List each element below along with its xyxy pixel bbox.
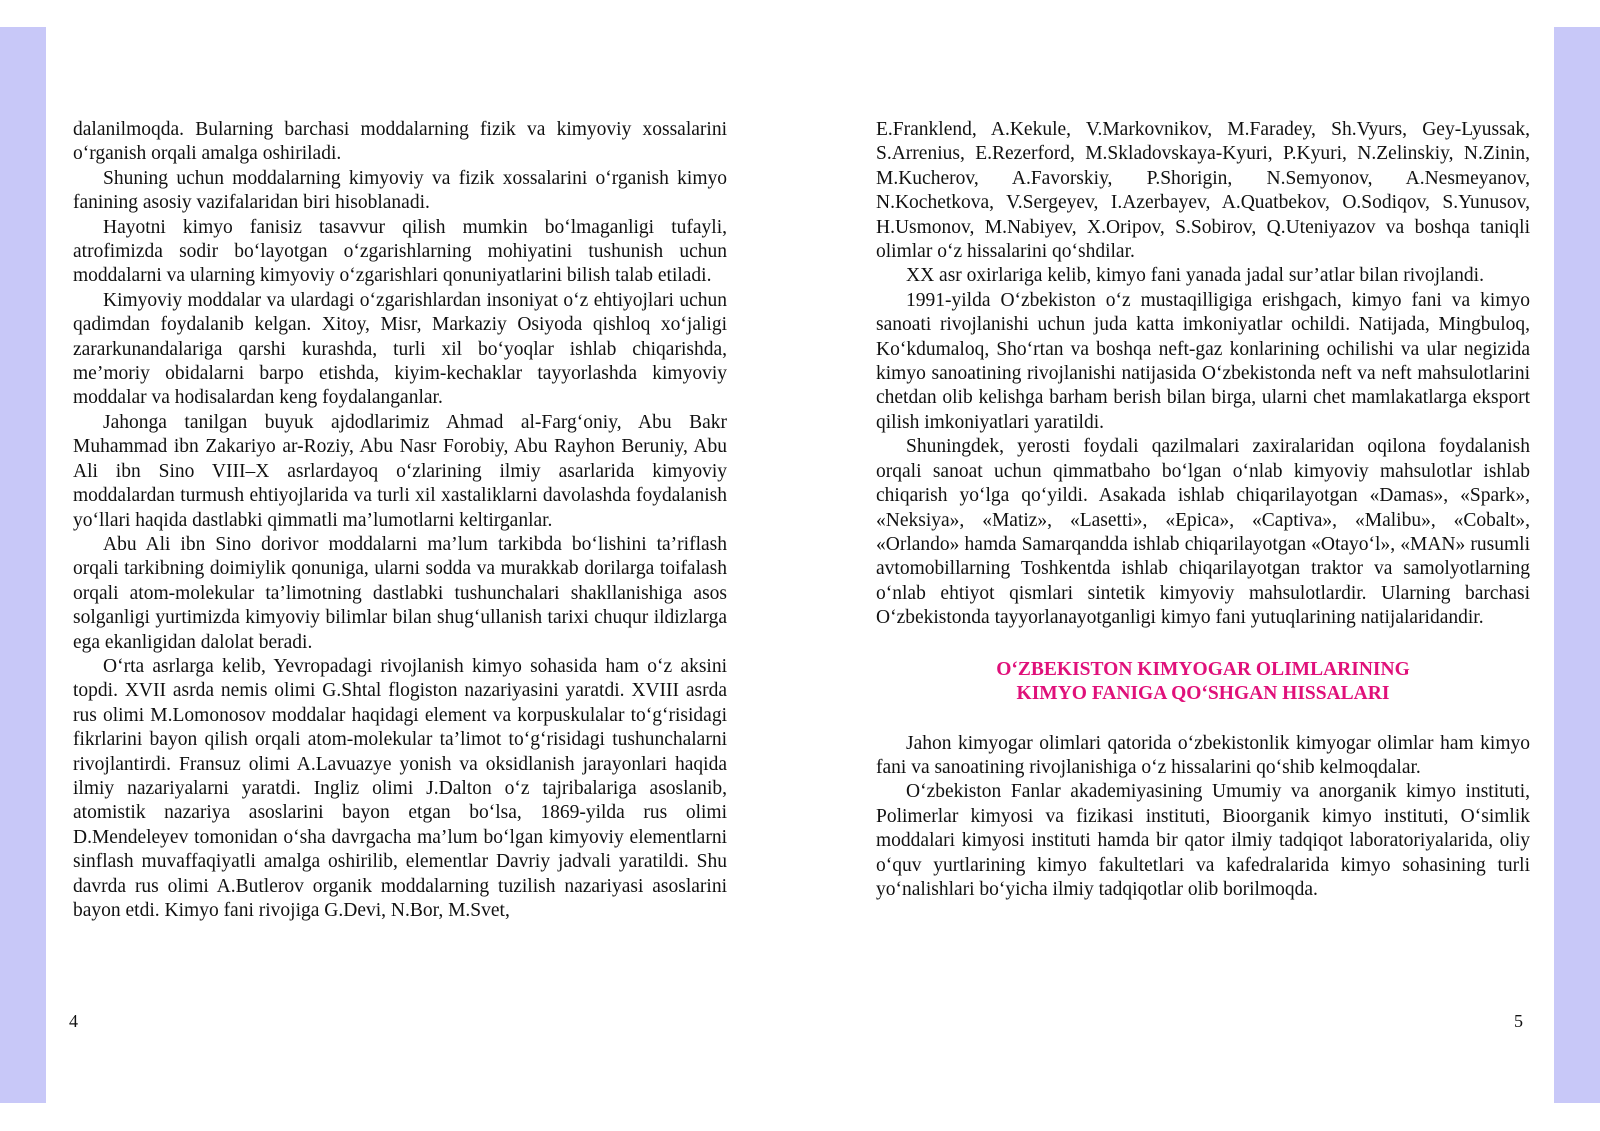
paragraph: Jahon kimyogar olimlari qatorida o‘zbekistonlik kimyogar olimlar ham kimyo fani va sanoatining rivojlanishiga o‘z hissalarini qo‘shib kelmoqdalar. xyxy=(876,732,1530,778)
paragraph: E.Franklend, A.Kekule, V.Markovnikov, M.Faradey, Sh.Vyurs, Gey-Lyussak, S.Arrenius, E.Rezerford, M.Skladovskaya-Kyuri, P.Kyuri, N.Zelinskiy, N.Zinin, M.Kucherov, A.Favorskiy, P.Shorigin, N.Semyonov, A.Nesmeyanov, N.Kochetkova, V.Sergeyev, I.Azerbayev, A.Quatbekov, O.Sodiqov, S.Yunusov, H.Usmonov, M.Nabiyev, X.Oripov, S.Sobirov, Q.Uteniyazov va boshqa taniqli olimlar o‘z hissalarini qo‘shdilar. xyxy=(876,119,1530,263)
paragraph: O‘rta asrlarga kelib, Yevropadagi rivojlanish kimyo sohasida ham o‘z aksini topdi. XVII asrda nemis olimi G.Shtal flogiston nazariyasini yaratdi. XVIII asrda rus olimi M.Lomonosov moddalar haqidagi element va korpuskulalar to‘g‘risidagi fikrlarini bayon qilish orqali atom-molekular ta’limot to‘g‘risidagi tushunchalarni rivojlantirdi. Fransuz olimi A.Lavuazye yonish va oksidlanish jarayonlari haqida ilmiy nazariyalarni yaratdi. Ingliz olimi J.Dalton o‘z tajribalariga asoslanib, atomistik nazariya asoslarini bayon etgan bo‘lsa, 1869-yilda rus olimi D.Mendeleyev tomonidan o‘sha davrgacha ma’lum bo‘lgan kimyoviy elementlarni sinflash muvaffaqiyatli amalga oshirilib, elementlar Davriy jadvali yaratildi. Shu davrda rus olimi A.Butlerov organik moddalarning tuzilish nazariyasi asoslarini bayon etdi. Kimyo fani rivojiga G.Devi, N.Bor, M.Svet, xyxy=(73,655,727,921)
paragraph: O‘zbekiston Fanlar akademiyasining Umumiy va anorganik kimyo instituti, Polimerlar kimyosi va fizikasi instituti, Bioorganik kimyo instituti, O‘simlik moddalari kimyosi instituti hamda bir qator ilmiy tadqiqot laboratoriyalarida, oliy o‘quv yurtlarining kimyo fakultetlari va kafedralarida kimyo sohasining turli yo‘nalishlari bo‘yicha ilmiy tadqiqotlar olib borilmoqda. xyxy=(876,781,1530,900)
paragraph: XX asr oxirlariga kelib, kimyo fani yanada jadal sur’atlar bilan rivojlandi. xyxy=(906,265,1484,287)
paragraph: Kimyoviy moddalar va ulardagi o‘zgarishlardan insoniyat o‘z ehtiyojlari uchun qadimdan foydalanib kelgan. Xitoy, Misr, Markaziy Osiyoda qishloq xo‘jaligi zararkunandalariga qarshi kurashda, turli xil bo‘yoqlar ishlab chiqarishda, me’moriy obidalarni barpo etishda, kiyim-kechaklar tayyorlashda kimyoviy moddalar va hodisalardan keng foydalanganlar. xyxy=(73,289,727,409)
left-page-text xyxy=(73,118,727,923)
paragraph: dalanilmoqda. Bularning barchasi moddalarning fizik va kimyoviy xossalarini o‘rganish orqali amalga oshiriladi. xyxy=(73,119,727,165)
right-side-band xyxy=(1554,27,1600,1103)
paragraph: 1991-yilda O‘zbekiston o‘z mustaqilligiga erishgach, kimyo fani va kimyo sanoati rivojlanishi uchun juda katta imkoniyatlar ochildi. Natijada, Mingbuloq, Ko‘kdumaloq, Sho‘rtan va boshqa neft-gaz konlarining ochilishi va ular negizida kimyo sanoatining rivojlanishi natijasida O‘zbekistonda neft va neft mahsulotlarini chetdan olib kelishga barham berish bilan birga, ularni chet mamlakatlarga eksport qilish imkoniyatlari yaratildi. xyxy=(876,289,1530,433)
section-title xyxy=(876,658,1530,706)
section-title-line: O‘ZBEKISTON KIMYOGAR OLIMLARINING xyxy=(996,658,1410,680)
left-side-band xyxy=(0,27,46,1103)
paragraph: Abu Ali ibn Sino dorivor moddalarni ma’lum tarkibda bo‘lishini ta’riflash orqali tarkibning doimiylik qonuniga, ularni sodda va murakkab dorilarga toifalash orqali atom-molekular ta’limotning dastlabki tushunchalari shakllanishiga asos solganligi yurtimizda kimyoviy bilimlar bilan shug‘ullanish tarixi chuqur ildizlarga ega ekanligidan dalolat beradi. xyxy=(73,533,727,653)
paragraph: Hayotni kimyo fanisiz tasavvur qilish mumkin bo‘lmaganligi tufayli, atrofimizda sodir bo‘layotgan o‘zgarishlarning mohiyatini tushunish uchun moddalarni va ularning kimyoviy o‘zgarishlari qonuniyatlarini bilish talab etiladi. xyxy=(73,216,727,287)
page-number-left: 4 xyxy=(69,1011,78,1031)
paragraph: Jahonga tanilgan buyuk ajdodlarimiz Ahmad al-Farg‘oniy, Abu Bakr Muhammad ibn Zakariyo ar-Roziy, Abu Nasr Forobiy, Abu Rayhon Beruniy, Abu Ali ibn Sino VIII–X asrlardayoq o‘zlarining ilmiy asarlarida kimyoviy moddalardan turmush ehtiyojlarida va turli xil xastaliklarni davolashda foydalanish yo‘llari haqida dastlabki qimmatli ma’lumotlarni keltirganlar. xyxy=(73,411,727,531)
page-number-right: 5 xyxy=(1514,1011,1523,1031)
paragraph: Shuningdek, yerosti foydali qazilmalari zaxiralaridan oqilona foydalanish orqali sanoat uchun qimmatbaho bo‘lgan o‘nlab kimyoviy mahsulotlar ishlab chiqarish yo‘lga qo‘yildi. Asakada ishlab chiqarilayotgan «Damas», «Spark», «Neksiya», «Matiz», «Lasetti», «Epica», «Captiva», «Malibu», «Cobalt», «Orlando» hamda Samarqandda ishlab chiqarilayotgan «Otayo‘l», «MAN» rusumli avtomobillarning Toshkentda ishlab chiqarilayotgan traktor va samolyotlarning o‘nlab ehtiyot qismlari sintetik kimyoviy mahsulotlardir. Ularning barchasi O‘zbekistonda tayyorlanayotganligi kimyo fani yutuqlarining natijalaridandir. xyxy=(876,436,1530,629)
section-title-line: KIMYO FANIGA QO‘SHGAN HISSALARI xyxy=(1016,682,1390,704)
paragraph: Shuning uchun moddalarning kimyoviy va fizik xossalarini o‘rganish kimyo fanining asosiy vazifalaridan biri hisoblanadi. xyxy=(73,167,727,214)
right-page-text xyxy=(876,118,1530,902)
